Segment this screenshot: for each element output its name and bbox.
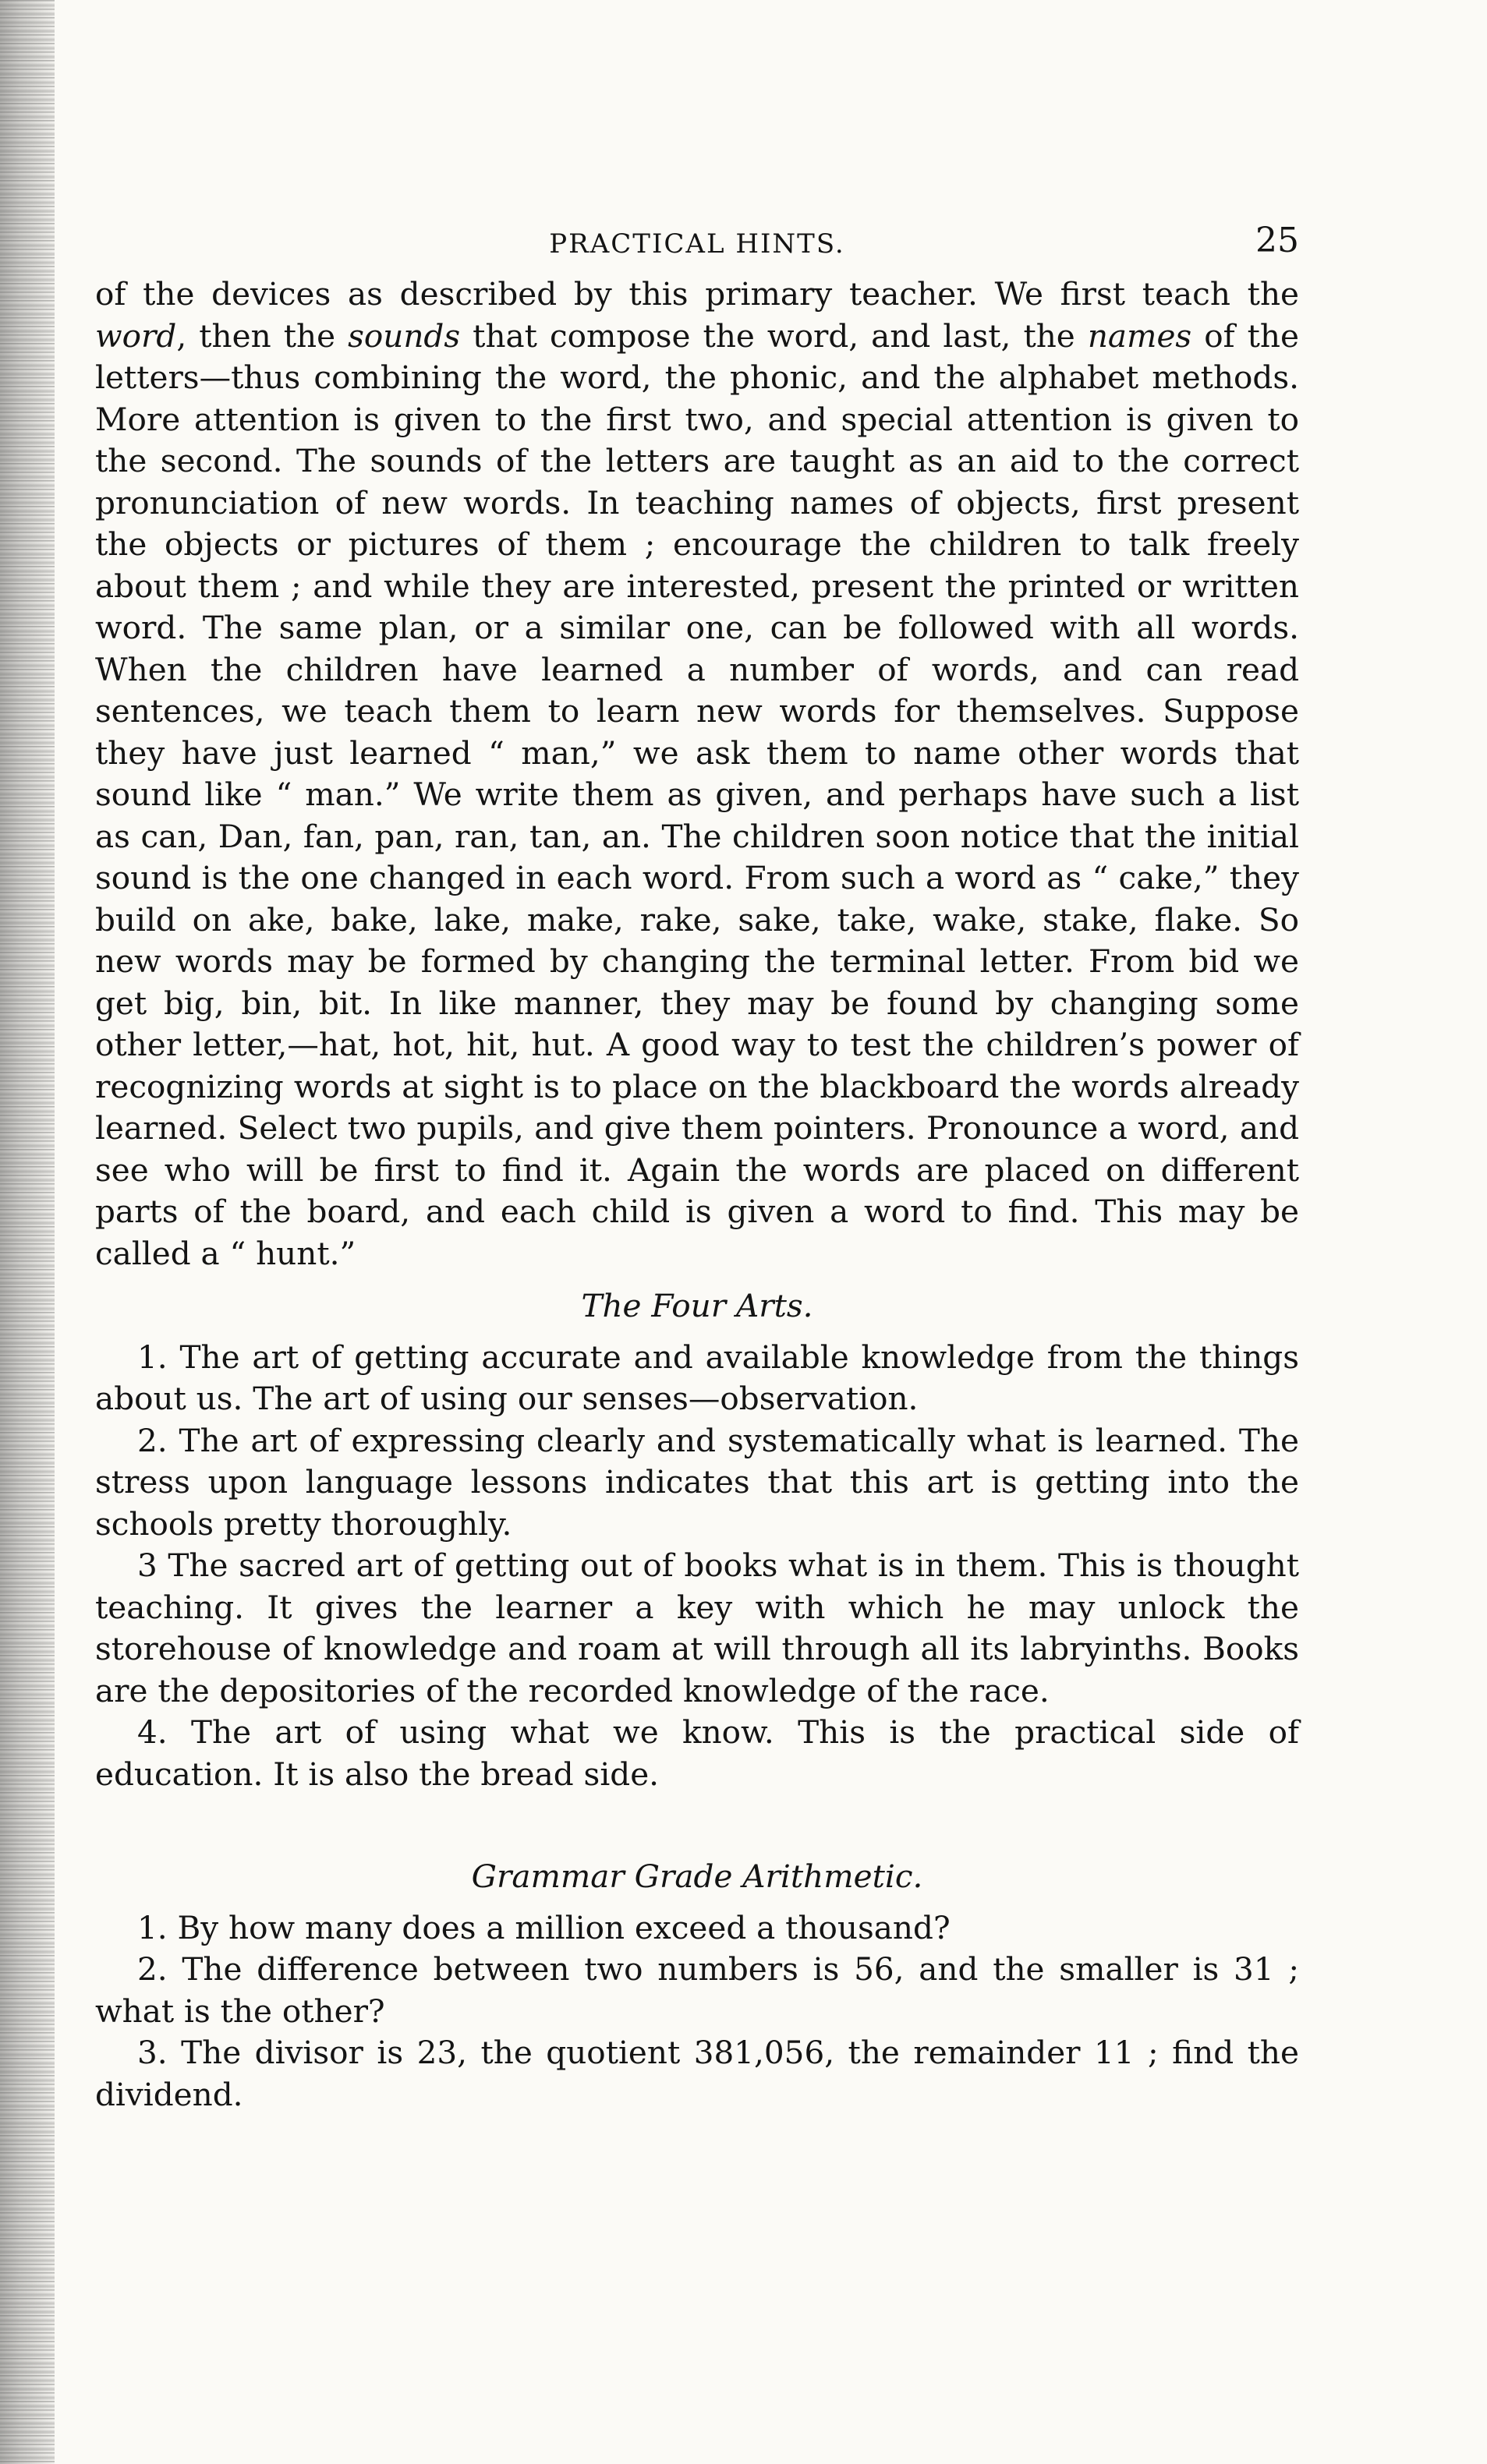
emphasis-word: word (95, 316, 177, 355)
intro-text-1: of the devices as described by this primary teacher. We first teach the (95, 275, 1299, 313)
emphasis-sounds: sounds (348, 316, 461, 355)
emphasis-names: names (1087, 316, 1192, 355)
intro-text-2: , then the (176, 316, 349, 355)
four-arts-item: 4. The art of using what we know. This is the practical side of education. It is also the bread side. (95, 1713, 1299, 1793)
intro-text-4: of the letters—thus combining the word, the phonic, and the alphabet methods. More attention is given to the first two, and special attention is given to the second. The sounds of the letters are taught as an aid to the correct pronunciation of new words. In teaching names of objects, first present the objects or pictures of them ; encourage the children to talk freely about them ; and while they are interested, present the printed or written word. The same plan, or a similar one, can be followed with all words. When the children have learned a number of words, and can read sentences, we teach them to learn new words for themselves. Suppose they have just learned “ man,” we ask them to name other words that sound like “ man.” We write them as given, and perhaps have such a list as can, Dan, fan, pan, ran, tan, an. The children soon notice that the initial sound is the one changed in each word. From such a word as “ cake,” they build on ake, bake, lake, make, rake, sake, take, wake, stake, flake. So new words may be formed by changing the terminal letter. From bid we get big, bin, bit. In like manner, they may be found by changing some other letter,—hat, hot, hit, hut. A good way to test the children’s power of recognizing words at sight is to place on the blackboard the words already learned. Select two pupils, and give them pointers. Pronounce a word, and see who will be first to find it. Again the words are placed on different parts of the board, and each child is given a word to find. This may be called a “ hunt.” (95, 316, 1299, 1272)
running-head (95, 221, 1299, 267)
arithmetic-item: 3. The divisor is 23, the quotient 381,056, the remainder 11 ; find the dividend. (95, 2034, 1299, 2113)
running-title: PRACTICAL HINTS. (549, 228, 845, 260)
arithmetic-item: 1. By how many does a million exceed a thousand? (137, 1908, 951, 1946)
four-arts-item: 1. The art of getting accurate and available knowledge from the things about us. The art of using our senses—observation. (95, 1338, 1299, 1417)
intro-paragraph (95, 274, 1299, 1274)
book-page (95, 221, 1299, 2116)
four-arts-item: 3 The sacred art of getting out of books what is in them. This is thought teaching. It gives the learner a key with which he may unlock the storehouse of knowledge and roam at will through all its labryinths. Books are the depositories of the recorded knowledge of the race. (95, 1547, 1299, 1709)
arithmetic-heading: Grammar Grade Arithmetic. (471, 1858, 923, 1895)
four-arts-item: 2. The art of expressing clearly and systematically what is learned. The stress upon language lessons indicates that this art is getting into the schools pretty thoroughly. (95, 1421, 1299, 1543)
intro-text-3: that compose the word, and last, the (460, 316, 1088, 355)
page-number: 25 (1255, 221, 1299, 260)
four-arts-heading: The Four Arts. (581, 1287, 813, 1324)
book-binding-edge (0, 0, 55, 2464)
arithmetic-item: 2. The difference between two numbers is 56, and the smaller is 31 ; what is the other? (95, 1950, 1299, 2030)
